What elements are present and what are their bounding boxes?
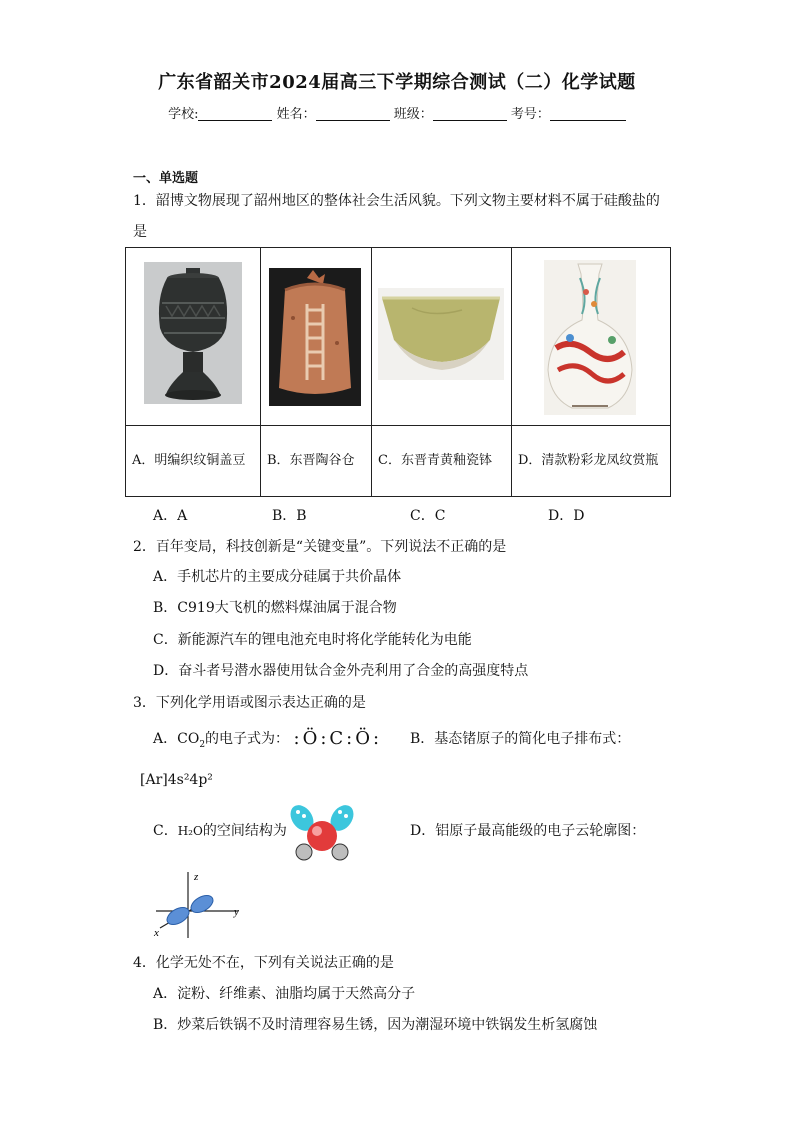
q1-artifact-table: [125, 247, 671, 497]
artifact-label-b: B．东晋陶谷仓: [261, 426, 372, 497]
pottery-granary-image: [261, 248, 371, 425]
q3-option-a-suffix: 的电子式为：: [205, 731, 290, 747]
section-title: 一、单选题: [133, 171, 199, 186]
q2-stem: 2．百年变局，科技创新是“关键变量”。下列说法不正确的是: [133, 539, 507, 555]
q1-choice-c[interactable]: C．C: [410, 508, 446, 524]
q3-option-d[interactable]: D．铝原子最高能级的电子云轮廓图：: [410, 823, 646, 839]
artifact-image-c: [372, 248, 512, 426]
number-label: 考号：: [510, 107, 550, 122]
q3-option-c-prefix: C．: [153, 823, 178, 839]
q4-stem: 4．化学无处不在，下列有关说法正确的是: [133, 955, 394, 971]
student-info-line: [0, 103, 794, 122]
celadon-bowl-image: [372, 248, 511, 425]
number-blank[interactable]: [550, 106, 626, 121]
name-blank[interactable]: [316, 106, 390, 121]
q3-option-b[interactable]: B．基态锗原子的简化电子排布式：: [410, 731, 631, 747]
q2-option-a[interactable]: A．手机芯片的主要成分硅属于共价晶体: [153, 569, 402, 585]
co2-electron-formula: :Ö:C:Ö:: [293, 728, 383, 749]
q3-option-c[interactable]: [153, 821, 287, 841]
page-title: 广东省韶关市2024届高三下学期综合测试（二）化学试题: [158, 72, 636, 93]
q3-option-c-suffix: 的空间结构为: [202, 823, 287, 839]
artifact-image-d: [512, 248, 671, 426]
q1-choice-a[interactable]: A．A: [153, 508, 188, 524]
q1-stem-line2: 是: [133, 224, 147, 240]
famille-rose-vase-image: [512, 248, 670, 425]
q1-stem-line1: 1．韶博文物展现了韶州地区的整体社会生活风貌。下列文物主要材料不属于硅酸盐的: [133, 193, 660, 209]
q1-choice-b[interactable]: B．B: [272, 508, 307, 524]
q2-option-b[interactable]: B．C919大飞机的燃料煤油属于混合物: [153, 600, 397, 616]
name-label: 姓名：: [276, 107, 316, 122]
q1-choice-d[interactable]: D．D: [548, 508, 585, 524]
q2-option-c[interactable]: C．新能源汽车的锂电池充电时将化学能转化为电能: [153, 632, 472, 648]
q3-option-a[interactable]: [153, 729, 382, 755]
axis-y-label: y: [234, 906, 239, 918]
q4-option-a[interactable]: A．淀粉、纤维素、油脂均属于天然高分子: [153, 986, 416, 1002]
q4-option-b[interactable]: B．炒菜后铁锅不及时清理容易生锈，因为潮湿环境中铁锅发生析氢腐蚀: [153, 1017, 598, 1033]
school-blank[interactable]: [198, 106, 272, 121]
q3-option-a-sub: 2: [199, 739, 206, 750]
axis-x-label: x: [154, 927, 159, 939]
q2-option-d[interactable]: D．奋斗者号潜水器使用钛合金外壳利用了合金的高强度特点: [153, 663, 529, 679]
ge-electron-config: [Ar]4s²4p²: [140, 772, 213, 788]
artifact-image-b: [261, 248, 372, 426]
q3-stem: 3．下列化学用语或图示表达正确的是: [133, 695, 366, 711]
al-p-orbital-diagram-icon: [150, 868, 250, 940]
h2o-vsepr-model-icon: [286, 800, 360, 864]
artifact-image-a: [126, 248, 261, 426]
artifact-label-a: A．明编织纹铜盖豆: [126, 426, 261, 497]
bronze-dou-image: [126, 248, 260, 425]
class-blank[interactable]: [433, 106, 507, 121]
axis-z-label: z: [194, 871, 199, 883]
q3-option-a-prefix: A．CO: [153, 731, 200, 747]
artifact-label-c: C．东晋青黄釉瓷钵: [372, 426, 512, 497]
artifact-label-d: D．清款粉彩龙凤纹赏瓶: [512, 426, 671, 497]
school-label: 学校:: [168, 107, 199, 122]
h2o-formula: H₂O: [177, 824, 203, 838]
class-label: 班级：: [393, 107, 433, 122]
